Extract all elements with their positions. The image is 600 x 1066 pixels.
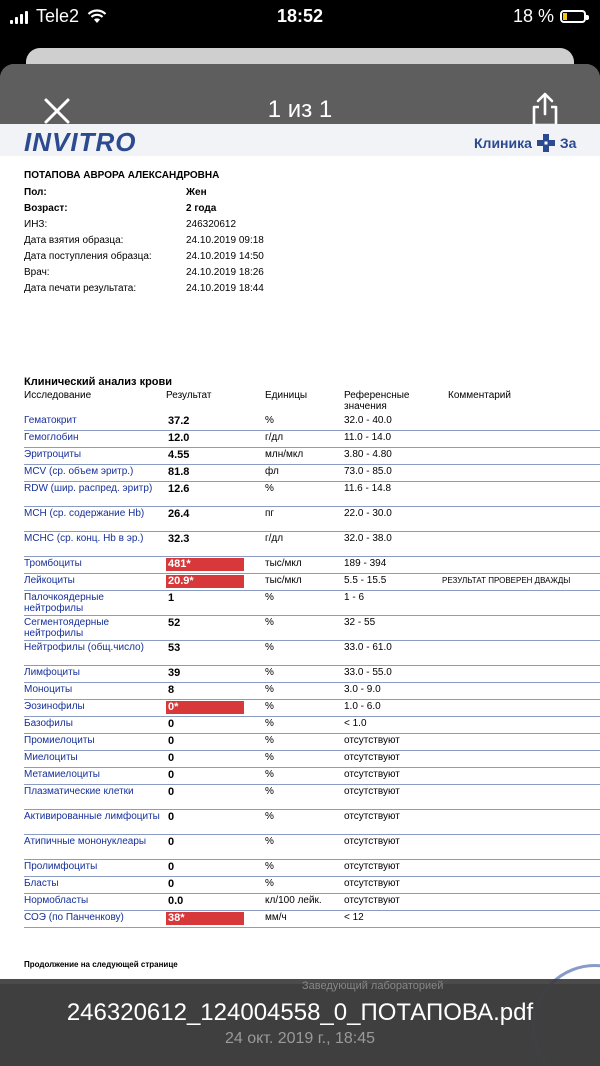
test-reference: отсутствуют (344, 786, 400, 797)
patient-field-label: Дата поступления образца: (24, 250, 152, 262)
test-name: RDW (шир. распред. эритр) (24, 483, 153, 494)
table-row (24, 465, 600, 482)
table-row (24, 414, 600, 431)
test-name: Лейкоциты (24, 575, 75, 586)
test-name: Миелоциты (24, 752, 78, 763)
test-name: СОЭ (по Панченкову) (24, 912, 124, 923)
table-row (24, 591, 600, 616)
test-reference: 3.80 - 4.80 (344, 449, 392, 460)
test-result: 0 (168, 735, 175, 747)
test-result: 0 (168, 769, 175, 781)
battery-percent: 18 % (512, 6, 554, 26)
patient-field-value: 24.10.2019 09:18 (186, 234, 264, 246)
table-row (24, 641, 600, 666)
col-units: Единицы (265, 390, 308, 401)
status-bar (0, 0, 600, 34)
table-row (24, 785, 600, 810)
patient-row (24, 232, 264, 248)
patient-field-label: Дата печати результата: (24, 282, 137, 294)
page-counter: 1 из 1 (267, 96, 333, 123)
test-unit: % (265, 642, 274, 653)
test-reference: 189 - 394 (344, 558, 387, 569)
table-row (24, 448, 600, 465)
test-name: Плазматические клетки (24, 786, 134, 797)
test-reference: 1.0 - 6.0 (344, 701, 381, 712)
table-row (24, 482, 600, 507)
test-name: MCH (ср. содержание Hb) (24, 508, 145, 519)
test-name: Бласты (24, 878, 59, 889)
patient-name: ПОТАПОВА АВРОРА АЛЕКСАНДРОВНА (24, 170, 220, 181)
lab-head-signature: Заведующий лабораторией (302, 980, 444, 992)
test-name: Нормобласты (24, 895, 89, 906)
patient-field-label: Возраст: (24, 202, 68, 214)
test-unit: % (265, 811, 274, 822)
test-name: Активированные лимфоциты (24, 811, 160, 822)
col-comment: Комментарий (448, 390, 511, 401)
test-comment: РЕЗУЛЬТАТ ПРОВЕРЕН ДВАЖДЫ (442, 576, 571, 585)
patient-field-label: Врач: (24, 266, 50, 278)
patient-row (24, 264, 264, 280)
test-name: Лимфоциты (24, 667, 80, 678)
test-name: Базофилы (24, 718, 73, 729)
patient-row (24, 248, 264, 264)
test-name: Эозинофилы (24, 701, 85, 712)
test-result: 39 (168, 667, 181, 679)
test-result: 0 (168, 836, 175, 848)
battery-icon (560, 10, 586, 23)
test-unit: пг (265, 508, 275, 519)
test-reference: 11.6 - 14.8 (344, 483, 392, 494)
invitro-logo: INVITRO (24, 127, 137, 157)
file-date: 24 окт. 2019 г., 18:45 (224, 1030, 376, 1047)
table-row (24, 717, 600, 734)
test-unit: % (265, 786, 274, 797)
pdf-page[interactable] (0, 124, 600, 984)
results-table (24, 388, 600, 928)
test-unit: % (265, 483, 274, 494)
patient-field-value: 24.10.2019 18:26 (186, 266, 264, 278)
test-unit: % (265, 592, 274, 603)
table-row (24, 877, 600, 894)
patient-field-value: Жен (186, 186, 207, 198)
table-row (24, 860, 600, 877)
test-unit: % (265, 684, 274, 695)
test-name: Эритроциты (24, 449, 82, 460)
col-test: Исследование (24, 390, 92, 401)
test-unit: % (265, 617, 274, 628)
test-result: 20.9* (166, 575, 244, 588)
test-unit: % (265, 718, 274, 729)
file-name: 246320612_124004558_0_ПОТАПОВА.pdf (66, 999, 534, 1026)
test-result: 32.3 (168, 533, 190, 545)
test-name: Гематокрит (24, 415, 77, 426)
patient-field-label: Пол: (24, 186, 47, 198)
table-row (24, 683, 600, 700)
test-unit: % (265, 415, 274, 426)
test-reference: отсутствуют (344, 735, 400, 746)
test-reference: < 12 (344, 912, 364, 923)
test-result: 0 (168, 878, 175, 890)
test-reference: 73.0 - 85.0 (344, 466, 392, 477)
test-name: Палочкоядерные нейтрофилы (24, 592, 104, 614)
test-reference: < 1.0 (344, 718, 367, 729)
test-result: 1 (168, 592, 175, 604)
col-ref-line1: Референсные (344, 390, 410, 401)
test-result: 0 (168, 786, 175, 798)
patient-row (24, 216, 264, 232)
test-result: 12.6 (168, 483, 190, 495)
test-unit: % (265, 769, 274, 780)
test-name: Тромбоциты (24, 558, 82, 569)
test-result: 0 (168, 811, 175, 823)
test-unit: % (265, 836, 274, 847)
test-unit: % (265, 667, 274, 678)
table-row (24, 700, 600, 717)
test-name: Пролимфоциты (24, 861, 98, 872)
table-row (24, 616, 600, 641)
test-result: 52 (168, 617, 181, 629)
test-unit: г/дл (265, 533, 284, 544)
patient-info (24, 170, 264, 296)
table-row (24, 507, 600, 532)
test-reference: 32.0 - 40.0 (344, 415, 392, 426)
test-reference: отсутствуют (344, 861, 400, 872)
test-name: Нейтрофилы (общ.число) (24, 642, 144, 653)
test-name: Метамиелоциты (24, 769, 100, 780)
test-unit: % (265, 878, 274, 889)
test-unit: % (265, 752, 274, 763)
test-unit: тыс/мкл (265, 558, 302, 569)
clock: 18:52 (276, 6, 324, 26)
test-reference: отсутствуют (344, 752, 400, 763)
test-result: 81.8 (168, 466, 190, 478)
test-unit: % (265, 701, 274, 712)
table-row (24, 894, 600, 911)
carrier-name: Tele2 (36, 6, 80, 26)
patient-field-value: 24.10.2019 18:44 (186, 282, 264, 294)
test-reference: отсутствуют (344, 769, 400, 780)
table-row (24, 574, 600, 591)
patient-row (24, 200, 264, 216)
continuation-note: Продолжение на следующей странице (24, 960, 178, 969)
test-reference: отсутствуют (344, 811, 400, 822)
test-result: 8 (168, 684, 175, 696)
table-row (24, 666, 600, 683)
patient-field-label: ИНЗ: (24, 218, 48, 230)
test-result: 53 (168, 642, 181, 654)
test-name: Гемоглобин (24, 432, 79, 443)
test-reference: 32 - 55 (344, 617, 376, 628)
test-result: 4.55 (168, 449, 190, 461)
test-unit: млн/мкл (265, 449, 304, 460)
table-row (24, 734, 600, 751)
col-ref (344, 390, 410, 412)
clinic-label (474, 133, 576, 153)
test-unit: % (265, 735, 274, 746)
test-result: 481* (166, 558, 244, 571)
test-reference: 33.0 - 55.0 (344, 667, 392, 678)
test-name: Промиелоциты (24, 735, 95, 746)
clinic-text-cont: За (559, 135, 577, 151)
test-result: 0 (168, 718, 175, 730)
patient-field-value: 2 года (186, 202, 217, 214)
test-result: 38* (166, 912, 244, 925)
patient-row (24, 280, 264, 296)
test-reference: отсутствуют (344, 878, 400, 889)
test-reference: 32.0 - 38.0 (344, 533, 392, 544)
table-row (24, 810, 600, 835)
clinic-text: Клиника (474, 135, 532, 151)
test-result: 0* (166, 701, 244, 714)
test-unit: кл/100 лейк. (265, 895, 322, 906)
test-result: 37.2 (168, 415, 190, 427)
test-name: MCHC (ср. конц. Hb в эр.) (24, 533, 144, 544)
medical-cross-icon (536, 133, 556, 153)
table-row (24, 768, 600, 785)
patient-field-label: Дата взятия образца: (24, 234, 124, 246)
test-reference: 11.0 - 14.0 (344, 432, 392, 443)
table-row (24, 751, 600, 768)
table-row (24, 532, 600, 557)
test-reference: 5.5 - 15.5 (344, 575, 387, 586)
col-ref-line2: значения (344, 401, 387, 412)
test-unit: тыс/мкл (265, 575, 302, 586)
test-unit: % (265, 861, 274, 872)
table-row (24, 557, 600, 574)
test-unit: мм/ч (265, 912, 287, 923)
test-name: Моноциты (24, 684, 73, 695)
doc-header (0, 124, 600, 156)
test-reference: 1 - 6 (344, 592, 365, 603)
col-result: Результат (166, 390, 212, 401)
table-header (24, 388, 600, 414)
test-result: 0 (168, 861, 175, 873)
test-reference: отсутствуют (344, 836, 400, 847)
patient-field-value: 24.10.2019 14:50 (186, 250, 264, 262)
test-result: 0.0 (168, 895, 184, 907)
patient-field-value: 246320612 (186, 218, 237, 230)
table-row (24, 835, 600, 860)
test-name: Сегментоядерные нейтрофилы (24, 617, 110, 639)
test-reference: 22.0 - 30.0 (344, 508, 392, 519)
test-reference: 3.0 - 9.0 (344, 684, 381, 695)
table-row (24, 431, 600, 448)
patient-row (24, 184, 264, 200)
test-unit: г/дл (265, 432, 284, 443)
test-result: 26.4 (168, 508, 190, 520)
test-unit: фл (265, 466, 279, 477)
table-row (24, 911, 600, 928)
test-result: 12.0 (168, 432, 190, 444)
section-title: Клинический анализ крови (24, 376, 173, 388)
test-result: 0 (168, 752, 175, 764)
test-reference: 33.0 - 61.0 (344, 642, 392, 653)
test-name: Атипичные мононуклеары (24, 836, 147, 847)
pdf-viewer-sheet (0, 64, 600, 1066)
test-name: MCV (ср. объем эритр.) (24, 466, 134, 477)
test-reference: отсутствуют (344, 895, 400, 906)
battery-group (513, 6, 586, 27)
